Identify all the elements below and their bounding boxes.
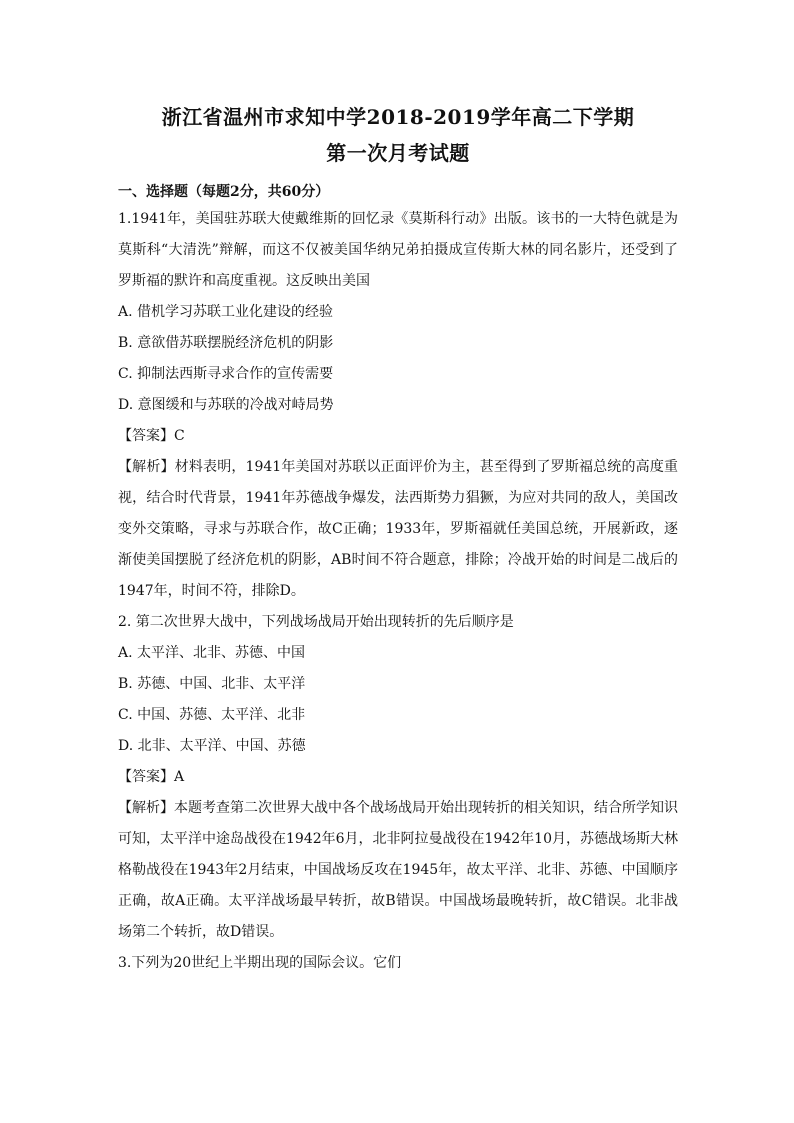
question-2-option-b: B. 苏德、中国、北非、太平洋 — [118, 676, 306, 692]
question-1-option-a: A. 借机学习苏联工业化建设的经验 — [118, 304, 334, 320]
question-2-option-a: A. 太平洋、北非、苏德、中国 — [118, 645, 306, 661]
question-2-analysis: 【解析】本题考查第二次世界大战中各个战场战局开始出现转折的相关知识，结合所学知识可知，太平洋中途岛战役在1942年6月，北非阿拉曼战役在1942年10月，苏德战场斯大林格勒战役在1943年2月结束，中国战场反攻在1945年，故太平洋、北非、苏德、中国顺序正确，故A正确。太平洋战场最早转折，故B错误。中国战场最晚转折，故C错误。北非战场第二个转折，故D错误。 — [118, 800, 678, 940]
question-1-option-b: B. 意欲借苏联摆脱经济危机的阴影 — [118, 335, 334, 351]
question-2-option-d: D. 北非、太平洋、中国、苏德 — [118, 738, 306, 754]
question-2-option-c: C. 中国、苏德、太平洋、北非 — [118, 707, 306, 723]
question-2-stem: 2. 第二次世界大战中，下列战场战局开始出现转折的先后顺序是 — [118, 614, 514, 630]
section-heading: 一、选择题（每题2分，共60分） — [118, 184, 330, 200]
question-1-analysis: 【解析】材料表明，1941年美国对苏联以正面评价为主，甚至得到了罗斯福总统的高度重视，结合时代背景，1941年苏德战争爆发，法西斯势力猖獗，为应对共同的敌人，美国改变外交策略，寻求与苏联合作，故C正确；1933年，罗斯福就任美国总统，开展新政，逐渐使美国摆脱了经济危机的阴影，AB时间不符合题意，排除；冷战开始的时间是二战后的1947年，时间不符，排除D。 — [118, 459, 678, 599]
question-1-option-c: C. 抑制法西斯寻求合作的宣传需要 — [118, 366, 334, 382]
question-1-stem: 1.1941年，美国驻苏联大使戴维斯的回忆录《莫斯科行动》出版。该书的一大特色就是为莫斯科“大清洗”辩解，而这不仅被美国华纳兄弟拍摄成宣传斯大林的同名影片，还受到了罗斯福的默许和高度重视。这反映出美国 — [118, 211, 678, 289]
document-title: 浙江省温州市求知中学2018-2019学年高二下学期 — [161, 105, 635, 129]
document-page — [118, 100, 678, 979]
question-1-option-d: D. 意图缓和与苏联的冷战对峙局势 — [118, 397, 334, 413]
document-subtitle: 第一次月考试题 — [326, 141, 470, 165]
question-2-answer: 【答案】A — [118, 769, 185, 785]
question-3-stem: 3.下列为20世纪上半期出现的国际会议。它们 — [118, 955, 402, 971]
question-1-answer: 【答案】C — [118, 428, 185, 444]
